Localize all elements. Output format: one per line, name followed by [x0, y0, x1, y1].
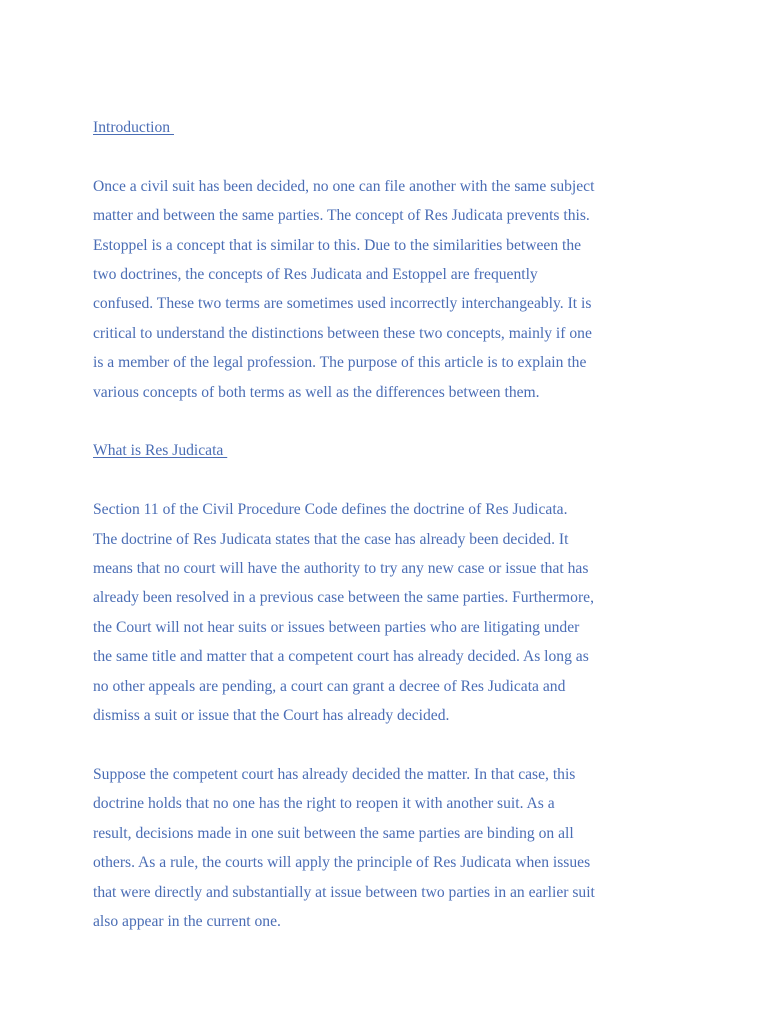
paragraph: [93, 760, 693, 936]
text-line: also appear in the current one.: [93, 912, 281, 930]
document-body: [93, 113, 693, 936]
text-line: is a member of the legal profession. The purpose of this article is to explain the: [93, 354, 587, 372]
text-line: that were directly and substantially at issue between two parties in an earlier suit: [93, 883, 595, 901]
text-line: critical to understand the distinctions between these two concepts, mainly if one: [93, 324, 592, 342]
text-line: Estoppel is a concept that is similar to this. Due to the similarities between the: [93, 236, 582, 254]
spacer: [93, 142, 693, 171]
text-line: already been resolved in a previous case between the same parties. Furthermore,: [93, 589, 594, 607]
section-heading-introduction: Introduction: [93, 119, 174, 136]
text-line: various concepts of both terms as well as the differences between them.: [93, 383, 540, 401]
text-line: two doctrines, the concepts of Res Judicata and Estoppel are frequently: [93, 266, 538, 284]
text-line: dismiss a suit or issue that the Court has already decided.: [93, 707, 450, 725]
text-line: no other appeals are pending, a court can grant a decree of Res Judicata and: [93, 677, 566, 695]
section-heading-res-judicata: What is Res Judicata: [93, 442, 228, 460]
section-introduction: [93, 113, 693, 407]
spacer: [93, 466, 693, 495]
text-line: means that no court will have the authority to try any new case or issue that has: [93, 560, 589, 578]
text-line: Section 11 of the Civil Procedure Code defines the doctrine of Res Judicata.: [93, 501, 568, 519]
text-line: confused. These two terms are sometimes used incorrectly interchangeably. It is: [93, 295, 592, 313]
paragraph: [93, 172, 693, 407]
spacer: [93, 730, 693, 759]
text-line: matter and between the same parties. The concept of Res Judicata prevents this.: [93, 207, 590, 225]
text-line: others. As a rule, the courts will apply the principle of Res Judicata when issues: [93, 854, 591, 872]
text-line: the Court will not hear suits or issues between parties who are litigating under: [93, 618, 580, 636]
text-line: doctrine holds that no one has the right to reopen it with another suit. As a: [93, 795, 555, 813]
text-line: the same title and matter that a competent court has already decided. As long as: [93, 648, 589, 666]
text-line: result, decisions made in one suit between the same parties are binding on all: [93, 824, 574, 842]
text-line: Once a civil suit has been decided, no one can file another with the same subject: [93, 177, 595, 195]
paragraph: [93, 495, 693, 730]
text-line: The doctrine of Res Judicata states that the case has already been decided. It: [93, 530, 569, 548]
text-line: Suppose the competent court has already decided the matter. In that case, this: [93, 765, 576, 783]
spacer: [93, 407, 693, 436]
section-what-is-res-judicata: [93, 436, 693, 936]
